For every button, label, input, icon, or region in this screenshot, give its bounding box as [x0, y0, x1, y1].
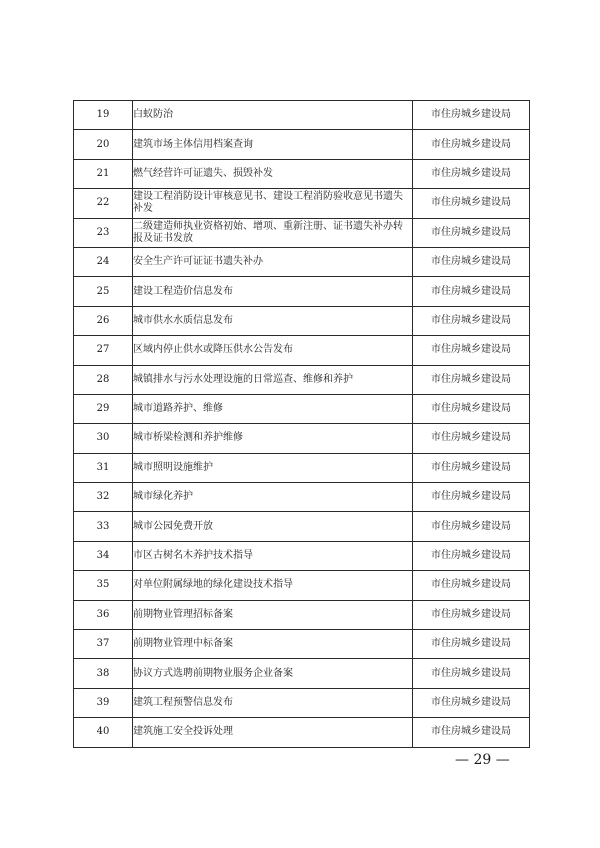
- service-name: 安全生产许可证证书遗失补办: [133, 247, 413, 276]
- row-number: 30: [74, 424, 133, 453]
- table-row: [74, 336, 530, 365]
- service-name: 协议方式选聘前期物业服务企业备案: [133, 659, 413, 688]
- table-row: [74, 688, 530, 717]
- department-name: 市住房城乡建设局: [413, 688, 530, 717]
- row-number: 19: [74, 101, 133, 130]
- table-row: [74, 394, 530, 423]
- department-name: 市住房城乡建设局: [413, 306, 530, 335]
- row-number: 26: [74, 306, 133, 335]
- table-row: [74, 365, 530, 394]
- table-row: [74, 453, 530, 482]
- row-number: 31: [74, 453, 133, 482]
- table-body: [74, 101, 530, 748]
- row-number: 28: [74, 365, 133, 394]
- row-number: 27: [74, 336, 133, 365]
- service-name: 市区古树名木养护技术指导: [133, 541, 413, 570]
- department-name: 市住房城乡建设局: [413, 247, 530, 276]
- page-number: — 29 —: [455, 752, 510, 768]
- table-row: [74, 571, 530, 600]
- department-name: 市住房城乡建设局: [413, 159, 530, 188]
- table-row: [74, 630, 530, 659]
- department-name: 市住房城乡建设局: [413, 424, 530, 453]
- row-number: 20: [74, 130, 133, 159]
- service-name: 建筑工程预警信息发布: [133, 688, 413, 717]
- department-name: 市住房城乡建设局: [413, 365, 530, 394]
- table-row: [74, 718, 530, 747]
- row-number: 34: [74, 541, 133, 570]
- service-name: 二级建造师执业资格初始、增项、重新注册、证书遗失补办转报及证书发放: [133, 218, 413, 247]
- row-number: 40: [74, 718, 133, 747]
- row-number: 21: [74, 159, 133, 188]
- service-name: 建筑施工安全投诉处理: [133, 718, 413, 747]
- row-number: 35: [74, 571, 133, 600]
- department-name: 市住房城乡建设局: [413, 277, 530, 306]
- department-name: 市住房城乡建设局: [413, 571, 530, 600]
- service-name: 前期物业管理招标备案: [133, 600, 413, 629]
- service-name: 城市桥梁检测和养护维修: [133, 424, 413, 453]
- row-number: 23: [74, 218, 133, 247]
- table-row: [74, 218, 530, 247]
- service-name: 建筑市场主体信用档案查询: [133, 130, 413, 159]
- department-name: 市住房城乡建设局: [413, 483, 530, 512]
- service-name: 城市公园免费开放: [133, 512, 413, 541]
- row-number: 25: [74, 277, 133, 306]
- department-name: 市住房城乡建设局: [413, 718, 530, 747]
- table-row: [74, 600, 530, 629]
- service-name: 建设工程造价信息发布: [133, 277, 413, 306]
- service-name: 城镇排水与污水处理设施的日常巡查、维修和养护: [133, 365, 413, 394]
- department-name: 市住房城乡建设局: [413, 218, 530, 247]
- department-name: 市住房城乡建设局: [413, 541, 530, 570]
- department-name: 市住房城乡建设局: [413, 659, 530, 688]
- service-name: 建设工程消防设计审核意见书、建设工程消防验收意见书遗失补发: [133, 189, 413, 218]
- table-row: [74, 101, 530, 130]
- service-name: 城市供水水质信息发布: [133, 306, 413, 335]
- row-number: 38: [74, 659, 133, 688]
- row-number: 22: [74, 189, 133, 218]
- department-name: 市住房城乡建设局: [413, 130, 530, 159]
- table-row: [74, 189, 530, 218]
- table-row: [74, 247, 530, 276]
- service-name: 城市道路养护、维修: [133, 394, 413, 423]
- row-number: 24: [74, 247, 133, 276]
- table-row: [74, 483, 530, 512]
- service-name: 城市照明设施维护: [133, 453, 413, 482]
- service-name: 对单位附属绿地的绿化建设技术指导: [133, 571, 413, 600]
- table-row: [74, 130, 530, 159]
- service-name: 区域内停止供水或降压供水公告发布: [133, 336, 413, 365]
- department-name: 市住房城乡建设局: [413, 189, 530, 218]
- department-name: 市住房城乡建设局: [413, 336, 530, 365]
- service-table: [73, 100, 530, 748]
- row-number: 39: [74, 688, 133, 717]
- service-name: 燃气经营许可证遗失、损毁补发: [133, 159, 413, 188]
- row-number: 32: [74, 483, 133, 512]
- service-name: 城市绿化养护: [133, 483, 413, 512]
- row-number: 36: [74, 600, 133, 629]
- department-name: 市住房城乡建设局: [413, 394, 530, 423]
- table-row: [74, 277, 530, 306]
- department-name: 市住房城乡建设局: [413, 453, 530, 482]
- row-number: 33: [74, 512, 133, 541]
- table-row: [74, 659, 530, 688]
- department-name: 市住房城乡建设局: [413, 101, 530, 130]
- table-row: [74, 306, 530, 335]
- department-name: 市住房城乡建设局: [413, 512, 530, 541]
- department-name: 市住房城乡建设局: [413, 600, 530, 629]
- department-name: 市住房城乡建设局: [413, 630, 530, 659]
- table-row: [74, 159, 530, 188]
- table-row: [74, 512, 530, 541]
- service-name: 白蚁防治: [133, 101, 413, 130]
- table-row: [74, 541, 530, 570]
- row-number: 37: [74, 630, 133, 659]
- row-number: 29: [74, 394, 133, 423]
- table-row: [74, 424, 530, 453]
- service-name: 前期物业管理中标备案: [133, 630, 413, 659]
